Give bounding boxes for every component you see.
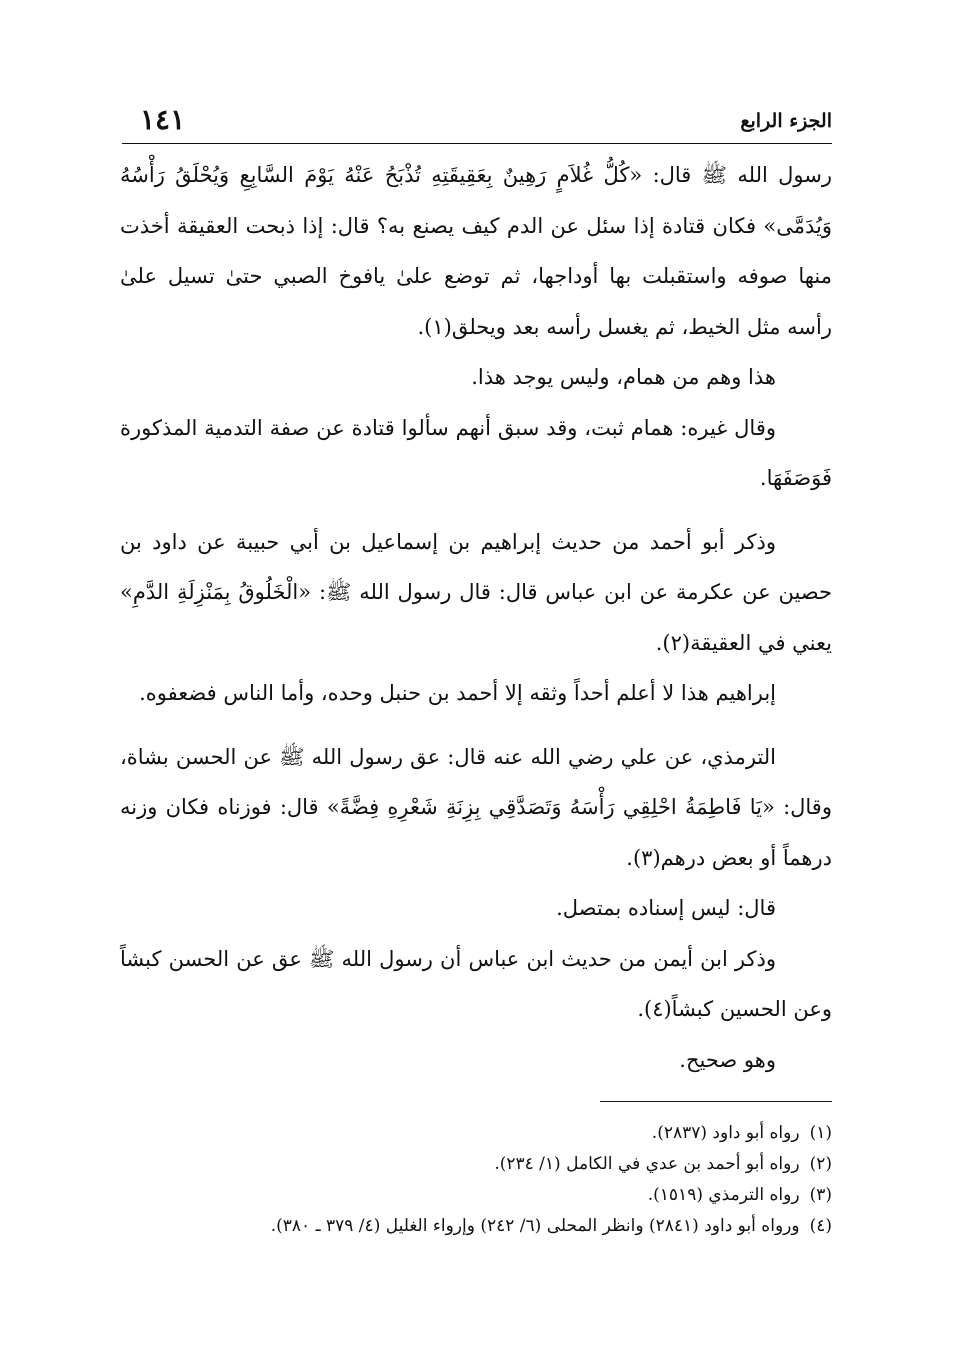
part-title: الجزء الرابع: [740, 110, 832, 132]
footnote-2: [120, 1149, 832, 1180]
footnote-number: (٢): [809, 1154, 832, 1174]
paragraph-9: وهو صحيح.: [679, 1047, 776, 1072]
footnotes: [120, 1118, 832, 1242]
footnote-1: [120, 1118, 832, 1149]
footnote-number: (١): [809, 1123, 832, 1143]
paragraph-1: رسول الله ﷺ قال: «كُلُّ غُلاَمٍ رَهِينٌ بِعَقِيقَتِهِ تُذْبَحُ عَنْهُ يَوْمَ السَّابِعِ وَيُحْلَقُ رَأْسُهُ وَيُدَمَّى» فكان قتادة إذا سئل عن الدم كيف يصنع به؟ قال: إذا ذبحت العقيقة أخذت منها صوفه واستقبلت بها أوداجها، ثم توضع علىٰ يافوخ الصبي حتىٰ تسيل علىٰ رأسه مثل الخيط، ثم يغسل رأسه بعد ويحلق(١).: [120, 163, 832, 339]
paragraph-7: قال: ليس إسناده بمتصل.: [556, 896, 776, 920]
paragraph-4: وذكر أبو أحمد من حديث إبراهيم بن إسماعيل بن أبي حبيبة عن داود بن حصين عن عكرمة عن ابن عباس قال: قال رسول الله ﷺ: «الْخَلُوقُ بِمَنْزِلَةِ الدَّمِ» يعني في العقيقة(٢).: [120, 529, 832, 655]
paragraph-6: الترمذي، عن علي رضي الله عنه قال: عق رسول الله ﷺ عن الحسن بشاة، وقال: «يَا فَاطِمَةُ احْلِقِي رَأْسَهُ وَتَصَدَّقِي بِزِنَةِ شَعْرِهِ فِضَّةً» قال: فوزناه فكان وزنه درهماً أو بعض درهم(٣).: [120, 744, 832, 870]
footnote-text: رواه أبو أحمد بن عدي في الكامل (١/ ٢٣٤).: [494, 1154, 800, 1174]
footnote-3: [120, 1180, 832, 1211]
footnote-number: (٤): [809, 1216, 832, 1236]
paragraph-5: إبراهيم هذا لا أعلم أحداً وثقه إلا أحمد بن حنبل وحده، وأما الناس فضعفوه.: [139, 681, 776, 705]
footnote-number: (٣): [809, 1185, 832, 1205]
paragraph-8: وذكر ابن أيمن من حديث ابن عباس أن رسول الله ﷺ عق عن الحسن كبشاً وعن الحسين كبشاً(٤).: [120, 946, 832, 1021]
header-divider: [122, 143, 832, 144]
paragraph-2: هذا وهم من همام، وليس يوجد هذا.: [471, 365, 776, 389]
paragraph-3: وقال غيره: همام ثبت، وقد سبق أنهم سألوا قتادة عن صفة التدمية المذكورة فَوَصَفَهَا.: [120, 415, 832, 490]
footnote-text: رواه أبو داود (٢٨٣٧).: [651, 1123, 800, 1143]
main-text: [120, 150, 832, 1085]
footnote-text: رواه الترمذي (١٥١٩).: [647, 1185, 800, 1205]
footnote-divider: [600, 1101, 832, 1102]
page-number: ١٤١: [140, 103, 186, 136]
footnote-4: [120, 1211, 832, 1242]
footnote-text: ورواه أبو داود (٢٨٤١) وانظر المحلى (٦/ ٢٤٢) وإرواء الغليل (٤/ ٣٧٩ ـ ٣٨٠).: [270, 1216, 800, 1236]
page-header: [122, 100, 832, 140]
